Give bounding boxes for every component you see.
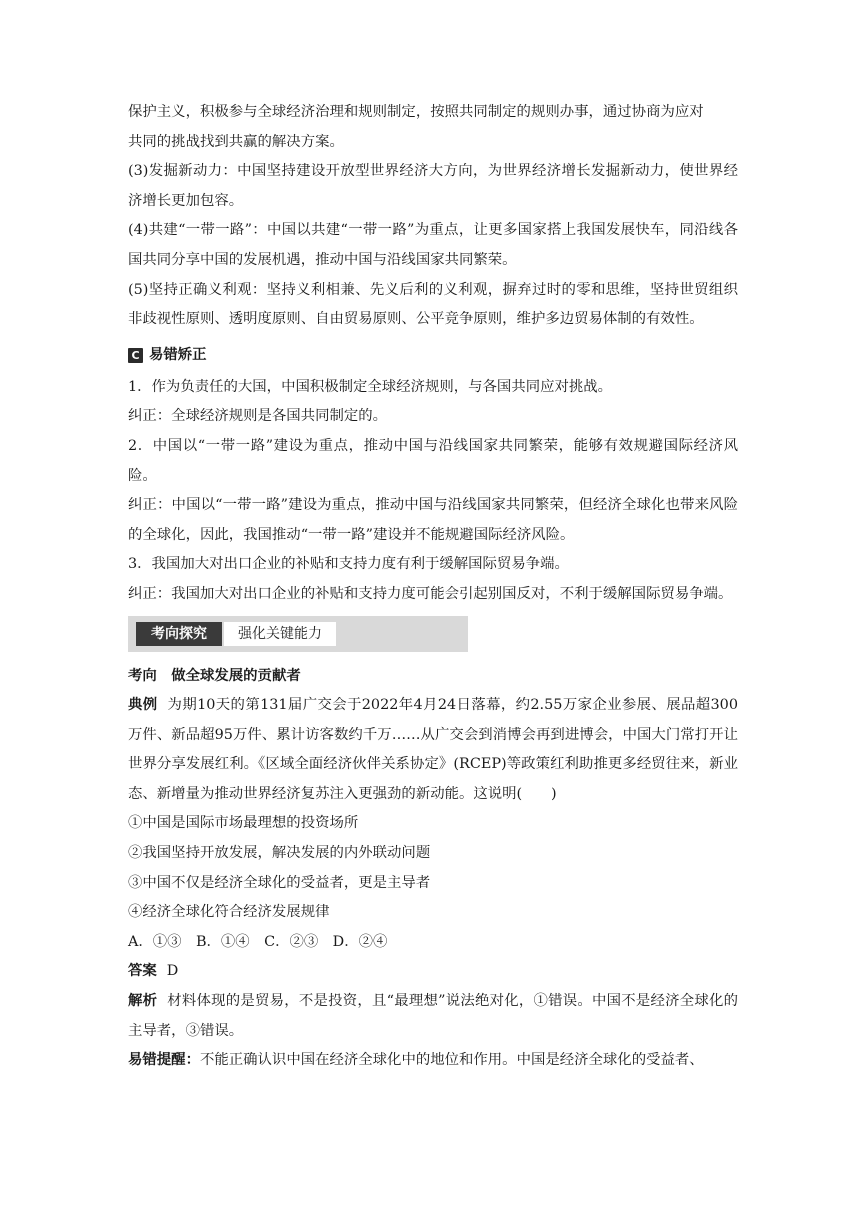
intro-line-2: 共同的挑战找到共赢的解决方案。 [128, 133, 344, 150]
page-content [128, 98, 738, 1076]
example-text: 为期10天的第131届广交会于2022年4月24日落幕，约2.55万家企业参展、展品超300万件、新品超95万件、累计访客数约千万……从广交会到消博会再到进博会，中国大门常打开让世界分享发展红利。《区域全面经济伙伴关系协定》(RCEP)等政策红利助推更多经贸往来，新业态、新增量为推动世界经济复苏注入更强劲的新动能。这说明( ) [128, 697, 738, 802]
banner-light-label: 强化关键能力 [224, 622, 336, 646]
correction-1: 纠正：全球经济规则是各国共同制定的。 [128, 408, 388, 425]
banner-dark-label: 考向探究 [136, 622, 222, 646]
error-item-1: 1．作为负责任的大国，中国积极制定全球经济规则，与各国共同应对挑战。 [128, 378, 613, 395]
error-correction-heading [128, 339, 738, 373]
analysis-label: 解析 [128, 993, 158, 1010]
topic-title: 做全球发展的贡献者 [171, 667, 301, 684]
point-5: (5)坚持正确义利观：坚持义利相兼、先义后利的义利观，摒弃过时的零和思维，坚持世贸组织非歧视性原则、透明度原则、自由贸易原则、公平竞争原则，维护多边贸易体制的有效性。 [128, 281, 738, 328]
answer-label: 答案 [128, 963, 157, 980]
point-4: (4)共建“一带一路”：中国以共建“一带一路”为重点，让更多国家搭上我国发展快车，同沿线各国共同分享中国的发展机遇，推动中国与沿线国家共同繁荣。 [128, 222, 738, 268]
tip-paragraph [128, 1046, 738, 1076]
topic-heading [128, 662, 738, 692]
option-2: ②我国坚持开放发展，解决发展的内外联动问题 [128, 845, 431, 862]
option-3: ③中国不仅是经济全球化的受益者，更是主导者 [128, 874, 431, 891]
analysis-paragraph [128, 987, 738, 1046]
option-1: ①中国是国际市场最理想的投资场所 [128, 815, 359, 832]
error-item-3: 3．我国加大对出口企业的补贴和支持力度有利于缓解国际贸易争端。 [128, 556, 569, 573]
error-correction-title: 易错矫正 [149, 346, 207, 363]
correction-2: 纠正：中国以“一带一路”建设为重点，推动中国与沿线国家共同繁荣，但经济全球化也带来风险的全球化，因此，我国推动“一带一路”建设并不能规避国际经济风险。 [128, 497, 738, 543]
section-c-icon: C [128, 348, 143, 363]
option-4: ④经济全球化符合经济发展规律 [128, 904, 330, 921]
section-banner [128, 616, 468, 652]
tip-label: 易错提醒： [128, 1052, 200, 1069]
tip-text: 不能正确认识中国在经济全球化中的地位和作用。中国是经济全球化的受益者、 [199, 1052, 704, 1069]
error-item-2: 2．中国以“一带一路”建设为重点，推动中国与沿线国家共同繁荣，能够有效规避国际经济风险。 [128, 437, 738, 484]
example-label: 典例 [128, 697, 158, 714]
intro-line-1: 保护主义，积极参与全球经济治理和规则制定，按照共同制定的规则办事，通过协商为应对 [128, 104, 704, 120]
topic-label: 考向 [128, 667, 157, 684]
answer-value: D [166, 963, 179, 980]
answer-line [128, 957, 738, 987]
choices-line: A．①③ B．①④ C．②③ D．②④ [128, 933, 388, 950]
point-3: (3)发掘新动力：中国坚持建设开放型世界经济大方向，为世界经济增长发掘新动力，使世界经济增长更加包容。 [128, 163, 738, 209]
correction-3: 纠正：我国加大对出口企业的补贴和支持力度可能会引起别国反对，不利于缓解国际贸易争端。 [128, 585, 733, 602]
example-paragraph [128, 691, 738, 809]
analysis-text: 材料体现的是贸易，不是投资，且“最理想”说法绝对化，①错误。中国不是经济全球化的主导者，③错误。 [128, 993, 738, 1039]
